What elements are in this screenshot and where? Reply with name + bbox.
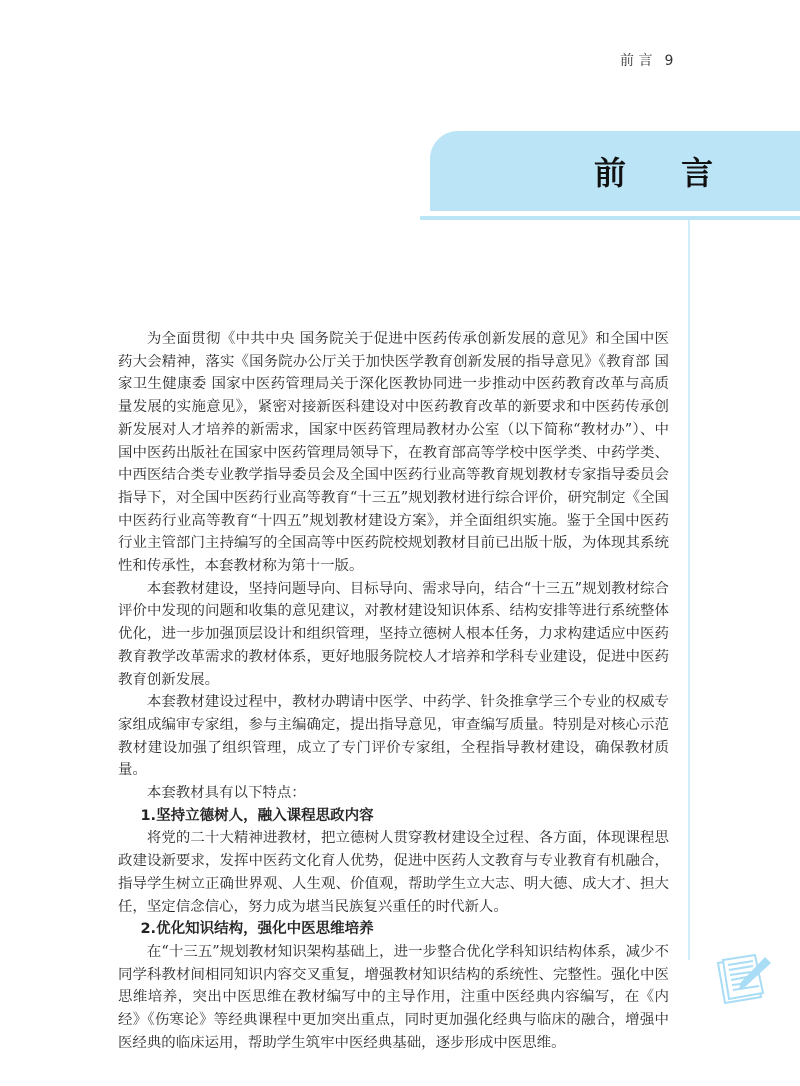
section-heading: 2.优化知识结构，强化中医思维培养 (140, 921, 374, 938)
section-heading: 1.坚持立德树人，融入课程思政内容 (140, 807, 374, 824)
notepad-pencil-icon (715, 953, 775, 1015)
paragraph: 本套教材具有以下特点： (146, 785, 306, 802)
chapter-title: 前 言 (594, 154, 736, 192)
paragraph: 本套教材建设，坚持问题导向、目标导向、需求导向，结合“十三五”规划教材综合评价中发现的问题和收集的意见建议，对教材建设知识体系、结构安排等进行系统整体优化，进一步加强顶层设计和组织管理，坚持立德树人根本任务，力求构建适应中医药教育教学改革需求的教材体系，更好地服务院校人才培养和学科专业建设，促进中医药教育创新发展。 (118, 580, 669, 688)
paragraph: 将党的二十大精神进教材，把立德树人贯穿教材建设全过程、各方面，体现课程思政建设新要求，发挥中医药文化育人优势，促进中医药人文教育与专业教育有机融合，指导学生树立正确世界观、人生观、价值观，帮助学生立大志、明大德、成大才、担大任，坚定信念信心，努力成为堪当民族复兴重任的时代新人。 (118, 830, 669, 915)
running-header (620, 50, 685, 70)
paragraph: 为全面贯彻《中共中央 国务院关于促进中医药传承创新发展的意见》和全国中医药大会精神，落实《国务院办公厅关于加快医学教育创新发展的指导意见》《教育部 国家卫生健康委 国家中医药管理局关于深化医教协同进一步推动中医药教育改革与高质量发展的实施意见》，紧密对接新医科建设对中医药教育改革的新要求和中医药传承创新发展对人才培养的新需求，国家中医药管理局教材办公室（以下简称“教材办”）、中国中医药出版社在国家中医药管理局领导下，在教育部高等学校中医学类、中药学类、中西医结合类专业教学指导委员会及全国中医药行业高等教育规划教材专家指导委员会指导下，对全国中医药行业高等教育“十三五”规划教材进行综合评价，研究制定《全国中医药行业高等教育“十四五”规划教材建设方案》，并全面组织实施。鉴于全国中医药行业主管部门主持编写的全国高等中医药院校规划教材目前已出版十版，为体现其系统性和传承性，本套教材称为第十一版。 (118, 331, 669, 575)
running-header-section: 前 言 (620, 53, 653, 69)
header-rule (420, 216, 800, 220)
paragraph: 本套教材建设过程中，教材办聘请中医学、中药学、针灸推拿学三个专业的权威专家组成编审专家组，参与主编确定，提出指导意见，审查编写质量。特别是对核心示范教材建设加强了组织管理，成立了专门评价专家组，全程指导教材建设，确保教材质量。 (118, 694, 669, 779)
page-number: 9 (664, 53, 674, 69)
paragraph: 在“十三五”规划教材知识架构基础上，进一步整合优化学科知识结构体系，减少不同学科教材间相同知识内容交叉重复，增强教材知识结构的系统性、完整性。强化中医思维培养，突出中医思维在教材编写中的主导作用，注重中医经典内容编写，在《内经》《伤寒论》等经典课程中更加突出重点，同时更加强化经典与临床的融合，增强中医经典的临床运用，帮助学生筑牢中医经典基础，逐步形成中医思维。 (118, 943, 669, 1051)
body-text (118, 328, 669, 1055)
margin-rule (688, 220, 690, 960)
